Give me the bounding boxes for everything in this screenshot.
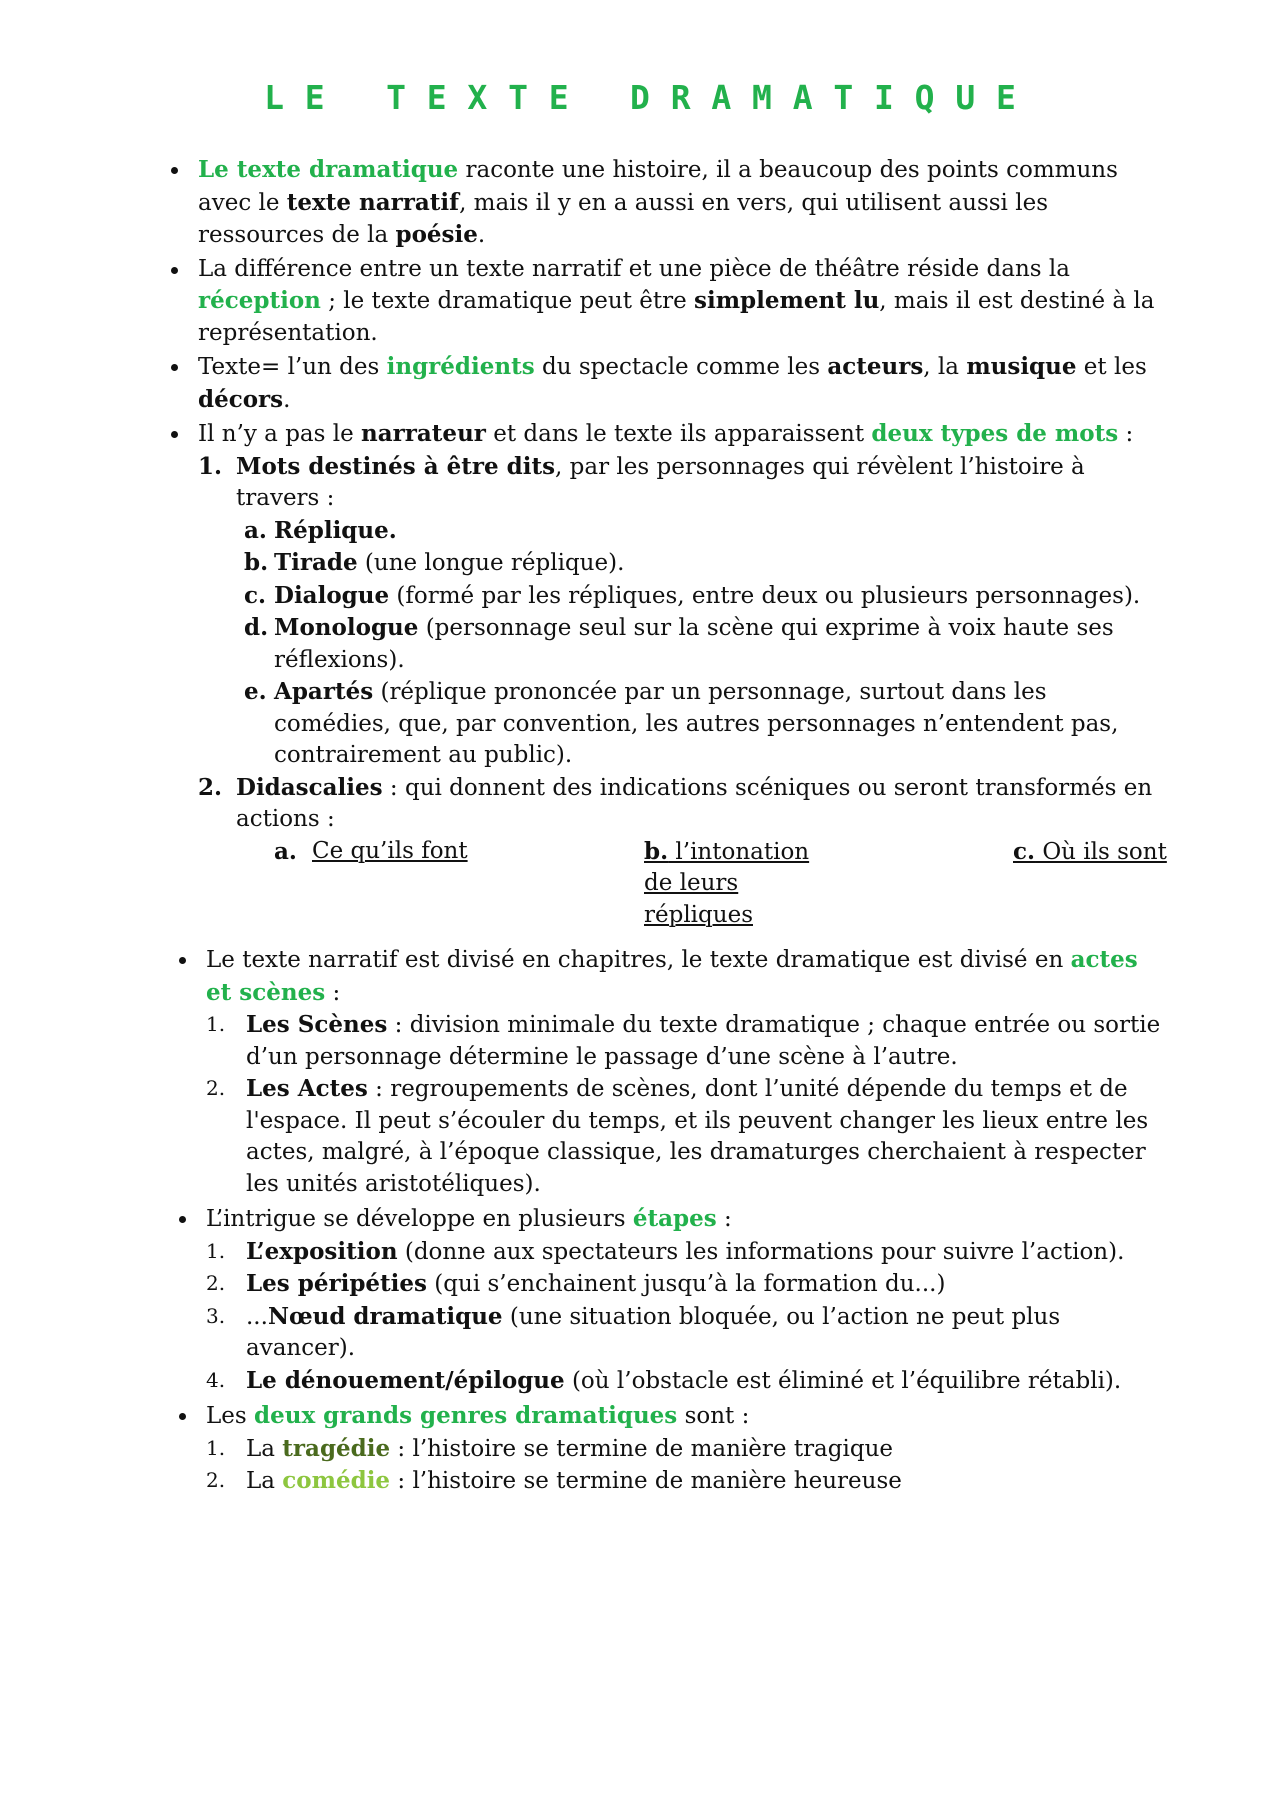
numbered-item xyxy=(206,1365,1166,1398)
keyword: décors xyxy=(198,385,284,413)
text: (donne aux spectateurs les informations pour suivre l’action). xyxy=(397,1238,1125,1265)
sub-item xyxy=(236,515,1158,548)
keyword: acteurs xyxy=(827,353,924,380)
item-number: 2. xyxy=(206,1468,226,1492)
item-number: 4. xyxy=(206,1367,226,1392)
text: ; le texte dramatique peut être xyxy=(320,288,695,314)
item-number: 2. xyxy=(206,1076,226,1100)
text: , mais il est destiné à la représentation. xyxy=(198,288,1155,346)
spoken-words-sublist xyxy=(236,515,1158,772)
item-number: 2. xyxy=(206,1271,226,1295)
item-letter: d. xyxy=(244,614,269,641)
text: et dans le texte ils apparaissent xyxy=(485,421,872,447)
keyword: deux types de mots xyxy=(871,420,1119,447)
keyword: texte narratif xyxy=(286,188,460,216)
text: ... xyxy=(246,1303,268,1330)
text: : regroupements de scènes, dont l’unité dépende du temps et de l'espace. Il peut s’écouler du temps, et ils peuvent changer les lieux entre les actes, malgré, à l’époque classique, les dramaturges cherchaient à respecter les unités aristotéliques). xyxy=(246,1076,1149,1197)
text: (réplique prononcée par un personnage, surtout dans les comédies, que, par convention, les autres personnages n’entendent pas, contrairement au public). xyxy=(274,679,1119,768)
sub-item xyxy=(236,547,1158,580)
keyword: Nœud dramatique xyxy=(267,1302,503,1330)
item-letter: c. xyxy=(1013,837,1036,865)
text: La xyxy=(246,1435,283,1462)
text: L’intrigue se développe en plusieurs xyxy=(206,1206,633,1232)
keyword: Les Scènes xyxy=(246,1011,388,1038)
page-title: LE TEXTE DRAMATIQUE xyxy=(264,78,1037,117)
text: : qui donnent des indications scéniques ou seront transformés en actions : xyxy=(236,774,1153,832)
item-letter: a. xyxy=(274,837,297,865)
column-text: l’intonation de leurs répliques xyxy=(644,838,810,928)
list-item xyxy=(206,1400,1166,1501)
list-item xyxy=(198,351,1158,418)
sub-item xyxy=(236,612,1158,676)
numbered-item xyxy=(198,451,1158,772)
section-2-list xyxy=(206,944,1166,1501)
keyword: Tirade xyxy=(274,549,358,576)
keyword: étapes xyxy=(632,1205,717,1232)
column-c xyxy=(1013,836,1213,869)
text: (une longue réplique). xyxy=(357,550,625,576)
keyword: Le dénouement/épilogue xyxy=(246,1366,565,1394)
text: raconte une histoire, il a beaucoup des points communs avec le xyxy=(198,157,1118,216)
keyword: Les Actes xyxy=(246,1075,368,1102)
keyword: simplement lu xyxy=(694,287,880,314)
keyword: L’exposition xyxy=(246,1237,398,1265)
keyword: Didascalies xyxy=(236,773,383,801)
item-number: 1. xyxy=(206,1435,226,1460)
keyword: Réplique. xyxy=(274,516,397,544)
keyword: actes et scènes xyxy=(206,946,1138,1006)
text: Le texte narratif est divisé en chapitres, le texte dramatique est divisé en xyxy=(206,947,1071,973)
genres-list xyxy=(206,1433,1166,1498)
item-letter: c. xyxy=(244,581,267,609)
item-number: 2. xyxy=(198,773,223,801)
keyword: deux grands genres dramatiques xyxy=(254,1402,678,1429)
text: , la xyxy=(923,354,967,380)
text: du spectacle comme les xyxy=(534,354,828,380)
numbered-item xyxy=(206,1465,1166,1498)
text: (formé par les répliques, entre deux ou plusieurs personnages). xyxy=(389,582,1141,609)
column-a xyxy=(274,836,474,868)
didascalies-columns xyxy=(236,836,1167,932)
text: La xyxy=(246,1468,283,1494)
text: : l’histoire se termine de manière tragique xyxy=(390,1435,893,1462)
text: et les xyxy=(1076,354,1147,380)
text: (personnage seul sur la scène qui exprime à voix haute ses réflexions). xyxy=(274,615,1114,673)
list-item xyxy=(198,418,1167,934)
keyword: comédie xyxy=(282,1467,391,1494)
item-number: 3. xyxy=(206,1303,226,1328)
keyword: Mots destinés à être dits xyxy=(236,452,556,480)
text: Les xyxy=(206,1403,254,1429)
keyword: réception xyxy=(198,287,321,314)
list-item xyxy=(198,254,1158,352)
item-number: 1. xyxy=(206,1238,226,1263)
numbered-item xyxy=(206,1301,1166,1365)
text: (où l’obstacle est éliminé et l’équilibre rétabli). xyxy=(564,1367,1122,1394)
numbered-item xyxy=(206,1073,1166,1200)
text: , par les personnages qui révèlent l’histoire à travers : xyxy=(236,453,1085,511)
section-1-list xyxy=(198,154,1167,934)
text: La différence entre un texte narratif et une pièce de théâtre réside dans la xyxy=(198,255,1070,282)
item-letter: b. xyxy=(244,549,269,576)
item-letter: b. xyxy=(644,837,669,865)
keyword: Le texte dramatique xyxy=(198,156,459,183)
text: : division minimale du texte dramatique ; chaque entrée ou sortie d’un personnage détermine le passage d’une scène à l’autre. xyxy=(246,1012,1161,1070)
keyword: Monologue xyxy=(274,614,419,641)
item-number: 1. xyxy=(206,1012,226,1036)
text: : xyxy=(325,979,341,1006)
text: sont : xyxy=(677,1403,750,1429)
column-b xyxy=(644,836,844,932)
sub-item xyxy=(236,580,1158,613)
keyword: Dialogue xyxy=(274,581,390,609)
keyword: Les péripéties xyxy=(246,1270,427,1297)
text: (une situation bloquée, ou l’action ne peut plus avancer). xyxy=(246,1303,1061,1361)
text: . xyxy=(283,386,291,413)
text: : xyxy=(716,1206,732,1232)
column-text: Ce qu’ils font xyxy=(312,837,468,864)
numbered-item xyxy=(198,772,1167,932)
keyword: tragédie xyxy=(282,1434,391,1462)
sub-item xyxy=(236,676,1158,772)
acts-scenes-list xyxy=(206,1009,1166,1200)
list-item xyxy=(206,944,1166,1203)
numbered-item xyxy=(206,1009,1166,1073)
keyword: narrateur xyxy=(361,420,486,447)
item-letter: e. xyxy=(244,678,267,705)
list-item xyxy=(198,154,1158,254)
item-letter: a. xyxy=(244,516,267,544)
numbered-item xyxy=(206,1433,1166,1466)
item-number: 1. xyxy=(198,452,223,480)
keyword: musique xyxy=(966,353,1077,380)
numbered-item xyxy=(206,1236,1166,1269)
keyword: poésie xyxy=(395,221,478,248)
text: : l’histoire se termine de manière heureuse xyxy=(390,1468,902,1494)
plot-stages-list xyxy=(206,1236,1166,1398)
numbered-item xyxy=(206,1268,1166,1301)
column-text: Où ils sont xyxy=(1035,838,1167,865)
text: . xyxy=(477,222,486,248)
word-types-list xyxy=(198,451,1167,932)
text: , mais il y en a aussi en vers, qui utilisent aussi les ressources de la xyxy=(198,189,1048,248)
list-item xyxy=(206,1203,1166,1400)
text: Il n’y a pas le xyxy=(198,421,362,447)
text: : xyxy=(1118,421,1134,447)
keyword: Apartés xyxy=(274,678,374,705)
text: Texte= l’un des xyxy=(198,354,387,380)
text: (qui s’enchainent jusqu’à la formation du...) xyxy=(427,1271,946,1297)
keyword: ingrédients xyxy=(386,353,535,380)
